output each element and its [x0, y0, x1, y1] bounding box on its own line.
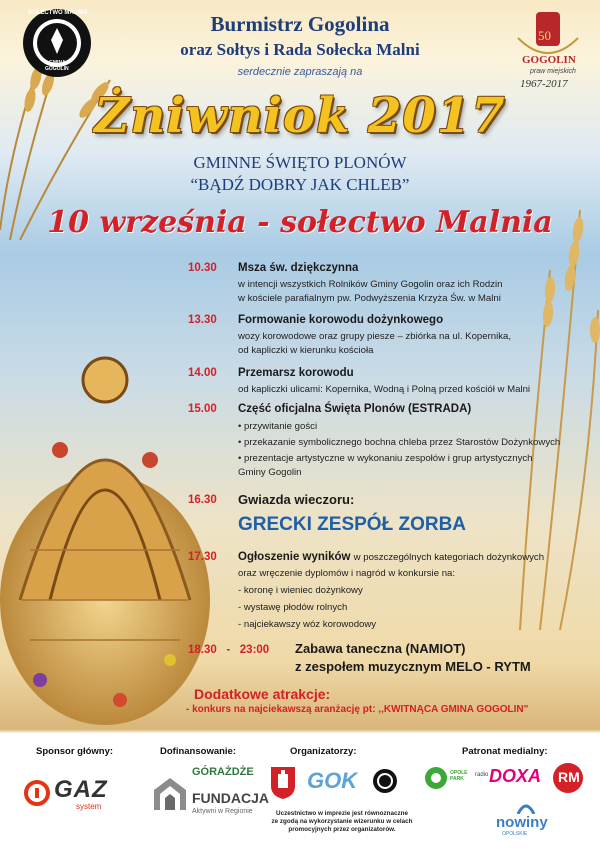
event-date: 10 września - sołectwo Malnia — [47, 205, 553, 240]
headline-performer: GRECKI ZESPÓŁ ZORBA — [238, 514, 467, 535]
opole-park-logo — [424, 764, 468, 794]
program-line: - najciekawszy wóz korowodowy — [238, 619, 377, 630]
gok-logo — [305, 766, 361, 800]
program-item — [188, 551, 588, 631]
program-item — [188, 314, 588, 364]
program-title — [238, 551, 544, 563]
opole-park-text: OPOLE PARK — [450, 770, 468, 782]
gaz-text: GAZ — [54, 776, 108, 803]
organizers-label: Organizatorzy: — [290, 746, 357, 757]
program-item — [188, 403, 588, 483]
main-sponsor-label: Sponsor główny: — [36, 746, 114, 757]
organizer-line: Burmistrz Gogolina — [210, 12, 390, 36]
program-time: 10.30 — [188, 262, 217, 274]
dance-band: z zespołem muzycznym MELO - RYTM — [295, 659, 531, 674]
gorazdze-text: GÓRAŻDŻE — [192, 766, 254, 778]
organizer-line-2: oraz Sołtys i Rada Sołecka Malni — [180, 40, 420, 59]
program-title-suffix: w poszczególnych kategoriach dożynkowych — [353, 552, 545, 563]
emblem-gmina-text: GMINA — [49, 60, 66, 66]
fundacja-text: FUNDACJA — [192, 790, 269, 806]
extra-attractions-title: Dodatkowe atrakcje: — [194, 686, 331, 702]
program-time: 15.00 — [188, 403, 217, 415]
doxa-prefix: radio — [475, 772, 489, 778]
gaz-system-logo — [24, 778, 134, 812]
program-line: wozy korowodowe oraz grupy piesze – zbiórka na ul. Kopernika, — [238, 331, 512, 342]
emblem-number: 50 — [538, 28, 551, 43]
emblem-ring-text: SOŁECTWO MALNIA — [28, 10, 88, 16]
program-time: 16.30 — [188, 494, 217, 506]
emblem-years: 1967-2017 — [520, 78, 568, 90]
program-item — [188, 262, 588, 312]
event-subtitle: GMINNE ŚWIĘTO PLONÓW — [193, 153, 407, 172]
program-line: • przywitanie gości — [238, 421, 318, 432]
program-time: 17.30 — [188, 551, 217, 563]
program-time: 14.00 — [188, 367, 217, 379]
program-line: - wystawę płodów rolnych — [238, 602, 348, 613]
funding-label: Dofinansowanie: — [160, 746, 237, 757]
program-title: Przemarsz korowodu — [238, 367, 354, 379]
media-label: Patronat medialny: — [462, 746, 548, 757]
program-time: 13.30 — [188, 314, 217, 326]
radio-rm-logo — [552, 762, 584, 794]
nowiny-logo — [496, 802, 556, 836]
program-title: Część oficjalna Święta Plonów (ESTRADA) — [238, 403, 472, 415]
program-line: Gminy Gogolin — [238, 467, 302, 478]
program-line: - koronę i wieniec dożynkowy — [238, 585, 363, 596]
emblem-city: GOGOLIN — [522, 54, 576, 66]
notice-line: ze zgodą na wykorzystanie wizerunku w celach — [271, 818, 413, 825]
emblem-gogolin-text: GOGOLIN — [45, 66, 69, 72]
notice-line: Uczestnictwo w imprezie jest równoznaczne — [276, 810, 408, 817]
program-line: od kapliczki w kierunku kościoła — [238, 345, 374, 356]
program-item — [188, 367, 588, 401]
gorazdze-fundacja-logo — [152, 764, 272, 824]
gogolin-coat-of-arms — [270, 766, 296, 800]
fundacja-sub-text: Aktywni w Regionie — [192, 808, 253, 815]
program-line: • przekazanie symbolicznego bochna chleba przez Starostów Dożynkowych — [238, 437, 561, 448]
nowiny-sub-text: OPOLSKIE — [502, 831, 528, 837]
dance-title: Zabawa taneczna (NAMIOT) — [295, 641, 466, 656]
image-consent-notice — [262, 810, 422, 834]
program-line: • prezentacje artystyczne w wykonaniu zespołów i grup artystycznych — [238, 453, 533, 464]
rm-text: RM — [558, 769, 580, 785]
radio-doxa-logo — [475, 766, 545, 792]
doxa-text: DOXA — [489, 766, 542, 786]
harvest-crown-image — [0, 300, 210, 730]
gaz-sub-text: system — [76, 802, 102, 811]
invitation-line: serdecznie zapraszają na — [237, 66, 363, 78]
program-line: od kapliczki ulicami: Kopernika, Wodną i Polną przed kościół w Malni — [238, 384, 531, 395]
emblem-caption: praw miejskich — [530, 68, 576, 75]
program-title: Gwiazda wieczoru: — [238, 492, 355, 507]
gok-text: GOK — [307, 768, 358, 793]
program-line: w intencji wszystkich Rolników Gminy Gogolin oraz ich Rodzin — [238, 279, 503, 290]
dance-time: 18.30 - 23:00 — [188, 644, 270, 656]
program-line: oraz wręczenie dyplomów i nagród w konkursie na: — [238, 568, 456, 579]
event-title: Żniwniok 2017 — [94, 88, 506, 144]
program-item — [188, 492, 588, 512]
program-line: w kościele parafialnym pw. Podwyższenia Krzyża Św. w Malni — [238, 293, 501, 304]
malnia-small-emblem — [372, 768, 398, 794]
extra-attractions-line: - konkurs na najciekawszą aranżację pt: ,,KWITNĄCA GMINA GOGOLIN" — [186, 704, 529, 715]
nowiny-text: nowiny — [496, 814, 548, 831]
event-motto: “BĄDŹ DOBRY JAK CHLEB” — [190, 175, 410, 194]
program-title-main: Ogłoszenie wyników — [238, 551, 351, 563]
program-title: Formowanie korowodu dożynkowego — [238, 314, 444, 326]
program-title: Msza św. dziękczynna — [238, 262, 359, 274]
notice-line: promocyjnych przez organizatorów. — [288, 826, 396, 833]
